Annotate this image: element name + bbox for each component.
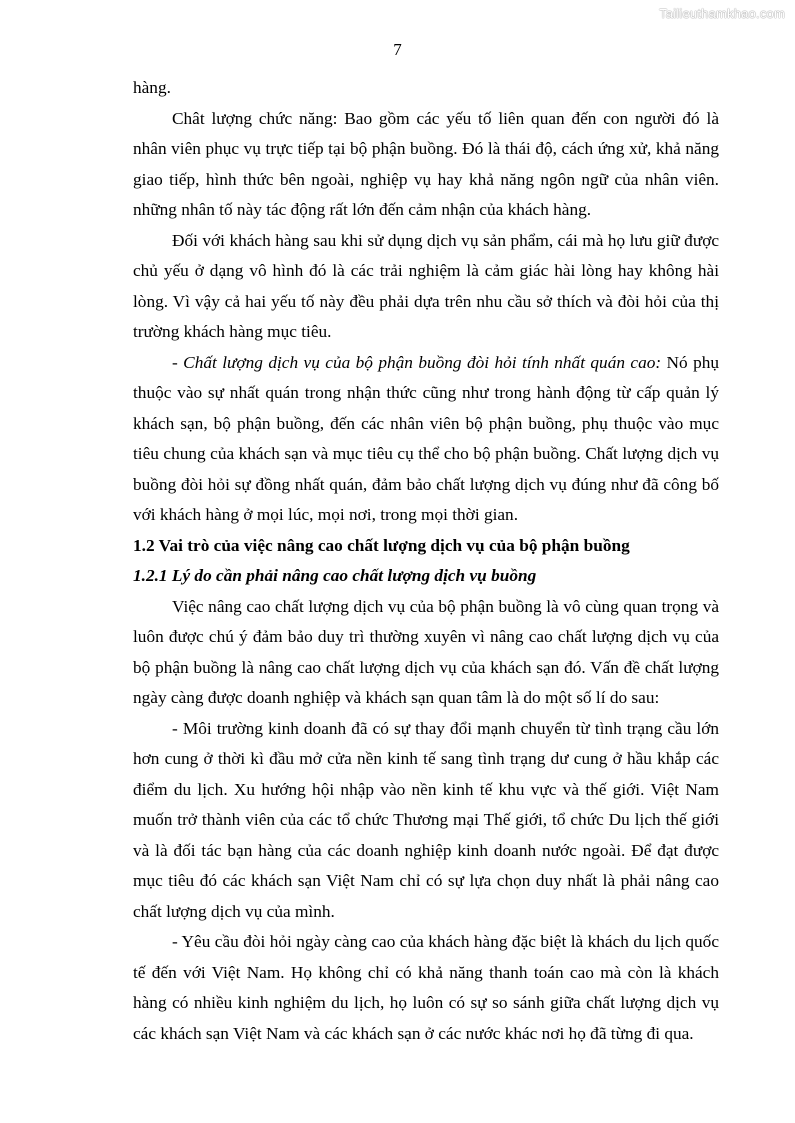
paragraph-importance: Việc nâng cao chất lượng dịch vụ của bộ phận buồng là vô cùng quan trọng và luôn được chú ý đảm bảo duy trì thường xuyên vì nâng cao chất lượng dịch vụ của bộ phận buồng là nâng cao chất lượng dịch vụ của khách sạn đó. Vấn đề chất lượng ngày càng được doanh nghiệp và khách sạn quan tâm là do một số lí do sau:: [133, 596, 719, 707]
section-heading-1-2: 1.2 Vai trò của việc nâng cao chất lượng dịch vụ của bộ phận buồng: [133, 535, 630, 555]
watermark: Tailieuthamkhao.com: [659, 6, 785, 21]
paragraph-business-environment: - Môi trường kinh doanh đã có sự thay đổi mạnh chuyển từ tình trạng cầu lớn hơn cung ở thời kì đầu mở cửa nền kinh tế sang tình trạng dư cung ở hầu khắp các điểm du lịch. Xu hướng hội nhập vào nền kinh tế khu vực và thế giới. Việt Nam muốn trở thành viên của các tổ chức Thương mại Thế giới, tổ chức Du lịch thế giới và là đối tác bạn hàng của các doanh nghiệp kinh doanh nước ngoài. Để đạt được mục tiêu đó các khách sạn Việt Nam chỉ có sự lựa chọn duy nhất là phải nâng cao chất lượng dịch vụ của mình.: [133, 718, 719, 921]
paragraph-functional-quality: Chât lượng chức năng: Bao gồm các yếu tố liên quan đến con người đó là nhân viên phục vụ trực tiếp tại bộ phận buồng. Đó là thái độ, cách ứng xử, khả năng giao tiếp, hình thức bên ngoài, nghiệp vụ hay khả năng ngôn ngữ của nhân viên. những nhân tố này tác động rất lớn đến cảm nhận của khách hàng.: [133, 108, 719, 219]
paragraph-customer-experience: Đối với khách hàng sau khi sử dụng dịch vụ sản phẩm, cái mà họ lưu giữ được chủ yếu ở dạng vô hình đó là các trải nghiệm là cảm giác hài lòng hay không hài lòng. Vì vậy cả hai yếu tố này đều phải dựa trên nhu cầu sở thích và đòi hỏi của thị trường khách hàng mục tiêu.: [133, 230, 719, 341]
consistency-lead-italic: - Chất lượng dịch vụ của bộ phận buồng đòi hỏi tính nhất quán cao:: [172, 352, 662, 372]
paragraph-consistency: [133, 348, 719, 531]
page-number: 7: [393, 40, 402, 59]
paragraph-continuation: hàng.: [133, 78, 171, 97]
paragraph-customer-demands: - Yêu cầu đòi hỏi ngày càng cao của khách hàng đặc biệt là khách du lịch quốc tế đến với Việt Nam. Họ không chỉ có khả năng thanh toán cao mà còn là khách hàng có nhiều kinh nghiệm du lịch, họ luôn có sự so sánh giữa chất lượng dịch vụ các khách sạn Việt Nam và các khách sạn ở các nước khác nơi họ đã từng đi qua.: [133, 932, 719, 1043]
consistency-body: Nó phụ thuộc vào sự nhất quán trong nhận thức cũng như trong hành động từ cấp quản lý khách sạn, bộ phận buồng, đến các nhân viên bộ phận buồng, phụ thuộc vào mục tiêu chung của khách sạn và mục tiêu cụ thể cho bộ phận buồng. Chất lượng dịch vụ buồng đòi hỏi sự đồng nhất quán, đảm bảo chất lượng dịch vụ đúng như đã công bố với khách hàng ở mọi lúc, mọi nơi, trong mọi thời gian.: [133, 352, 719, 524]
section-heading-1-2-1: 1.2.1 Lý do cần phải nâng cao chất lượng dịch vụ buồng: [133, 566, 537, 585]
document-body: [133, 73, 719, 1049]
